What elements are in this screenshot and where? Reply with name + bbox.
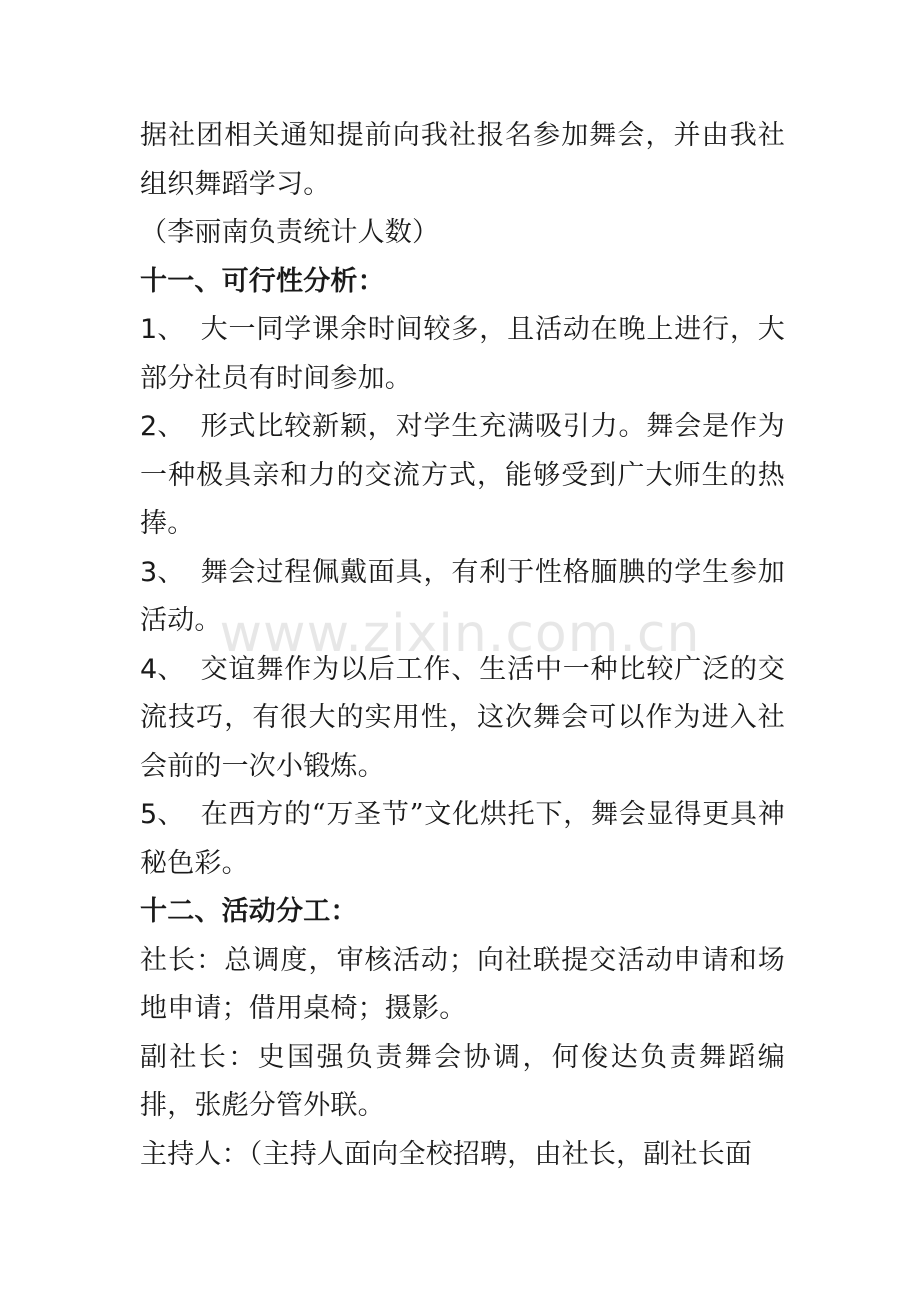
paragraph-role-president: 社长：总调度，审核活动；向社联提交活动申请和场地申请；借用桌椅；摄影。	[140, 944, 785, 1024]
list-item	[140, 306, 785, 403]
list-item-number: 4、	[140, 653, 185, 685]
heading-division-of-labor: 十二、活动分工：	[140, 896, 358, 927]
list-item	[140, 646, 785, 792]
list-item	[140, 791, 785, 888]
list-item-text: 交谊舞作为以后工作、生活中一种比较广泛的交流技巧，有很大的实用性，这次舞会可以作为进入社会前的一次小锻炼。	[140, 653, 785, 782]
paragraph-headcount-note: （李丽南负责统计人数）	[140, 217, 440, 248]
paragraph-role-vice-president: 副社长：史国强负责舞会协调，何俊达负责舞蹈编排，张彪分管外联。	[140, 1041, 785, 1121]
list-item	[140, 403, 785, 549]
list-item-number: 1、	[140, 314, 185, 345]
list-item-text: 形式比较新颖，对学生充满吸引力。舞会是作为一种极具亲和力的交流方式，能够受到广大师生的热捧。	[140, 411, 785, 539]
list-item	[140, 549, 785, 646]
list-item-text: 舞会过程佩戴面具，有利于性格腼腆的学生参加活动。	[140, 556, 785, 636]
list-item-text: 大一同学课余时间较多，且活动在晚上进行，大部分社员有时间参加。	[140, 314, 785, 394]
list-item-number: 2、	[140, 411, 185, 442]
list-item-number: 5、	[140, 799, 185, 830]
paragraph-role-host: 主持人：（主持人面向全校招聘，由社长，副社长面	[140, 1138, 753, 1170]
list-item-number: 3、	[140, 556, 185, 588]
watermark-text: www.zixin.com.cn	[219, 604, 701, 664]
paragraph-registration: 据社团相关通知提前向我社报名参加舞会，并由我社组织舞蹈学习。	[140, 120, 785, 200]
list-item-text: 在西方的“万圣节”文化烘托下，舞会显得更具神秘色彩。	[140, 799, 785, 879]
document-body	[140, 112, 785, 1179]
heading-feasibility-analysis: 十一、可行性分析：	[140, 265, 385, 297]
